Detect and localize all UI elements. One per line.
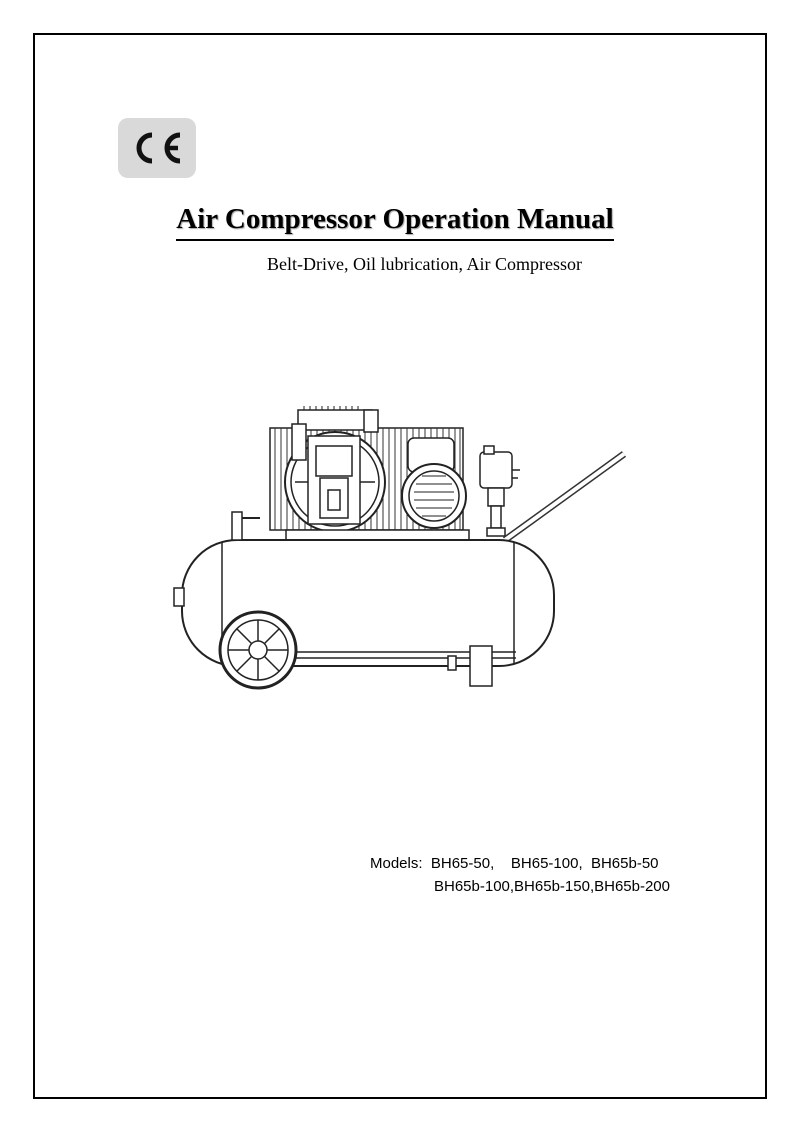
models-line-2: BH65b-100,BH65b-150,BH65b-200 — [434, 878, 670, 895]
transport-handle — [505, 454, 624, 540]
ce-mark — [118, 118, 196, 178]
manual-subtitle: Belt-Drive, Oil lubrication, Air Compressor — [267, 254, 582, 274]
manual-title: Air Compressor Operation Manual — [0, 203, 802, 241]
compressor-illustration — [160, 400, 635, 690]
ce-mark-icon — [128, 126, 186, 170]
wheel — [220, 612, 296, 688]
pump-flywheel — [285, 406, 385, 532]
models-list — [370, 852, 670, 898]
models-label: Models: — [370, 855, 423, 872]
models-line-1: BH65-50, BH65-100, BH65b-50 — [430, 855, 659, 872]
drain-valve — [232, 512, 260, 540]
pressure-switch — [480, 446, 520, 536]
